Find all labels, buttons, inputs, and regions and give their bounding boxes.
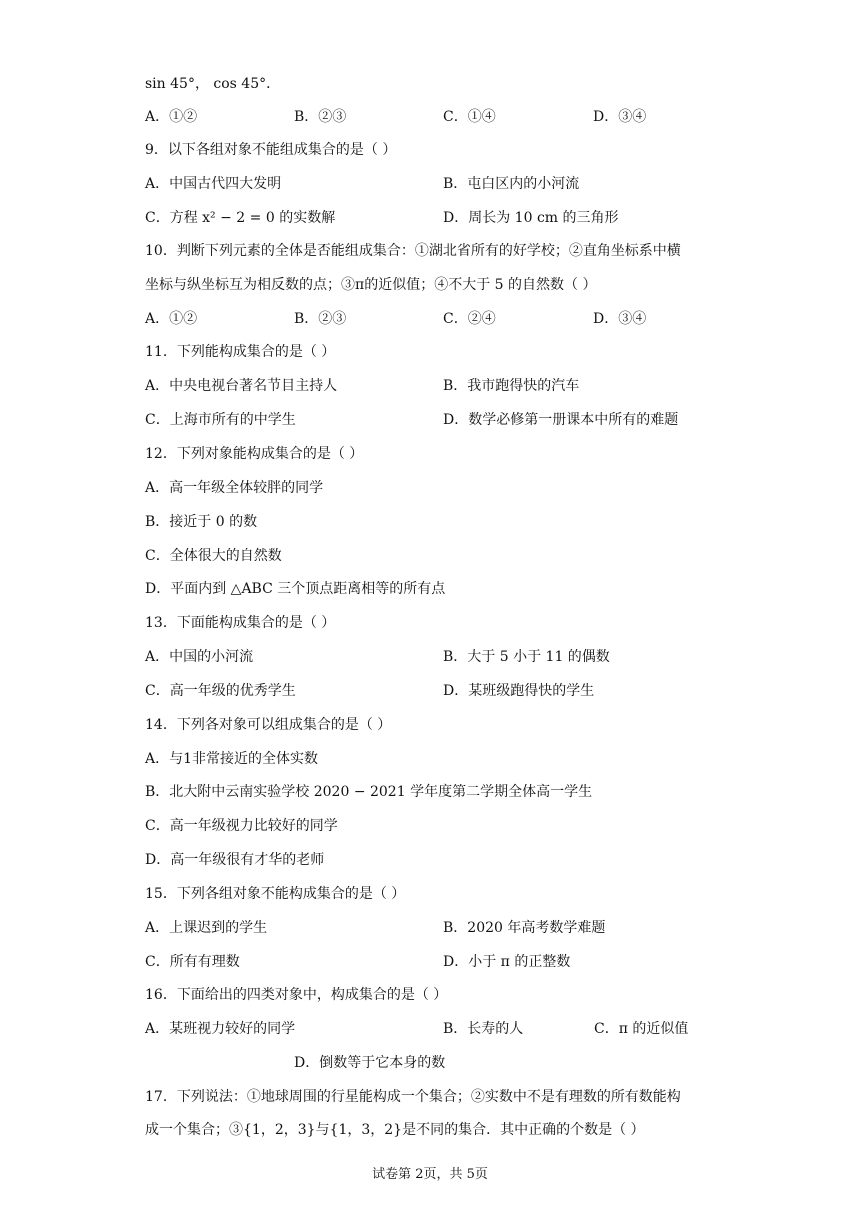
page-footer: 试卷第 2页，共 5页 bbox=[372, 1167, 488, 1182]
q8-option-b: B．②③ bbox=[294, 109, 347, 125]
q15-option-d: D．小于 π 的正整数 bbox=[443, 954, 571, 970]
q16-option-b: B．长寿的人 bbox=[443, 1021, 524, 1037]
q11-option-a: A．中央电视台著名节目主持人 bbox=[145, 378, 338, 394]
question-14-stem: 14．下列各对象可以组成集合的是（ ） bbox=[145, 717, 392, 733]
q14-option-a: A．与1非常接近的全体实数 bbox=[145, 751, 319, 767]
q15-option-b: B．2020 年高考数学难题 bbox=[443, 920, 606, 936]
q13-option-b: B．大于 5 小于 11 的偶数 bbox=[443, 649, 610, 665]
q9-option-c: C．方程 x² − 2 = 0 的实数解 bbox=[145, 210, 336, 226]
q16-option-c: C．π 的近似值 bbox=[594, 1021, 689, 1037]
q8-option-c: C．①④ bbox=[443, 109, 496, 125]
q14-option-d: D．高一年级很有才华的老师 bbox=[145, 852, 325, 868]
q9-option-a: A．中国古代四大发明 bbox=[145, 176, 282, 192]
q9-option-d: D．周长为 10 cm 的三角形 bbox=[443, 210, 619, 226]
q13-option-a: A．中国的小河流 bbox=[145, 649, 254, 665]
q15-option-c: C．所有有理数 bbox=[145, 954, 240, 970]
q12-option-a: A．高一年级全体较胖的同学 bbox=[145, 480, 324, 496]
q11-option-d: D．数学必修第一册课本中所有的难题 bbox=[443, 412, 679, 428]
question-10-stem-line1: 10．判断下列元素的全体是否能组成集合：①湖北省所有的好学校；②直角坐标系中横 bbox=[145, 243, 681, 259]
q14-option-b: B．北大附中云南实验学校 2020 − 2021 学年度第二学期全体高一学生 bbox=[145, 784, 593, 800]
q14-option-c: C．高一年级视力比较好的同学 bbox=[145, 818, 338, 834]
question-9-stem: 9．以下各组对象不能组成集合的是（ ） bbox=[145, 142, 397, 158]
q10-option-c: C．②④ bbox=[443, 311, 496, 327]
question-10-stem-line2: 坐标与纵坐标互为相反数的点；③π的近似值；④不大于 5 的自然数（ ） bbox=[145, 277, 597, 293]
q12-option-c: C．全体很大的自然数 bbox=[145, 548, 282, 564]
q16-option-d: D．倒数等于它本身的数 bbox=[294, 1055, 446, 1071]
q9-option-b: B．屯白区内的小河流 bbox=[443, 176, 580, 192]
q8-option-d: D．③④ bbox=[593, 109, 647, 125]
q10-option-a: A．①② bbox=[145, 311, 198, 327]
question-13-stem: 13．下面能构成集合的是（ ） bbox=[145, 615, 336, 631]
question-12-stem: 12．下列对象能构成集合的是（ ） bbox=[145, 446, 364, 462]
q16-option-a: A．某班视力较好的同学 bbox=[145, 1021, 296, 1037]
question-16-stem: 16．下面给出的四类对象中，构成集合的是（ ） bbox=[145, 987, 448, 1003]
q10-option-b: B．②③ bbox=[294, 311, 347, 327]
q10-option-d: D．③④ bbox=[593, 311, 647, 327]
question-11-stem: 11．下列能构成集合的是（ ） bbox=[145, 344, 336, 360]
q15-option-a: A．上课迟到的学生 bbox=[145, 920, 268, 936]
question-17-stem-line1: 17．下列说法：①地球周围的行星能构成一个集合；②实数中不是有理数的所有数能构 bbox=[145, 1089, 681, 1105]
q13-option-d: D．某班级跑得快的学生 bbox=[443, 683, 595, 699]
question-15-stem: 15．下列各组对象不能构成集合的是（ ） bbox=[145, 886, 406, 902]
q12-option-b: B．接近于 0 的数 bbox=[145, 514, 258, 530]
q12-option-d: D．平面内到 △ABC 三个顶点距离相等的所有点 bbox=[145, 581, 446, 597]
question-17-stem-line2: 成一个集合；③{1，2，3}与{1，3，2}是不同的集合．其中正确的个数是（ ） bbox=[145, 1122, 645, 1138]
q11-option-c: C．上海市所有的中学生 bbox=[145, 412, 296, 428]
question-8-continuation: sin 45°， cos 45°． bbox=[145, 76, 281, 92]
q11-option-b: B．我市跑得快的汽车 bbox=[443, 378, 580, 394]
q13-option-c: C．高一年级的优秀学生 bbox=[145, 683, 296, 699]
q8-option-a: A．①② bbox=[145, 109, 198, 125]
